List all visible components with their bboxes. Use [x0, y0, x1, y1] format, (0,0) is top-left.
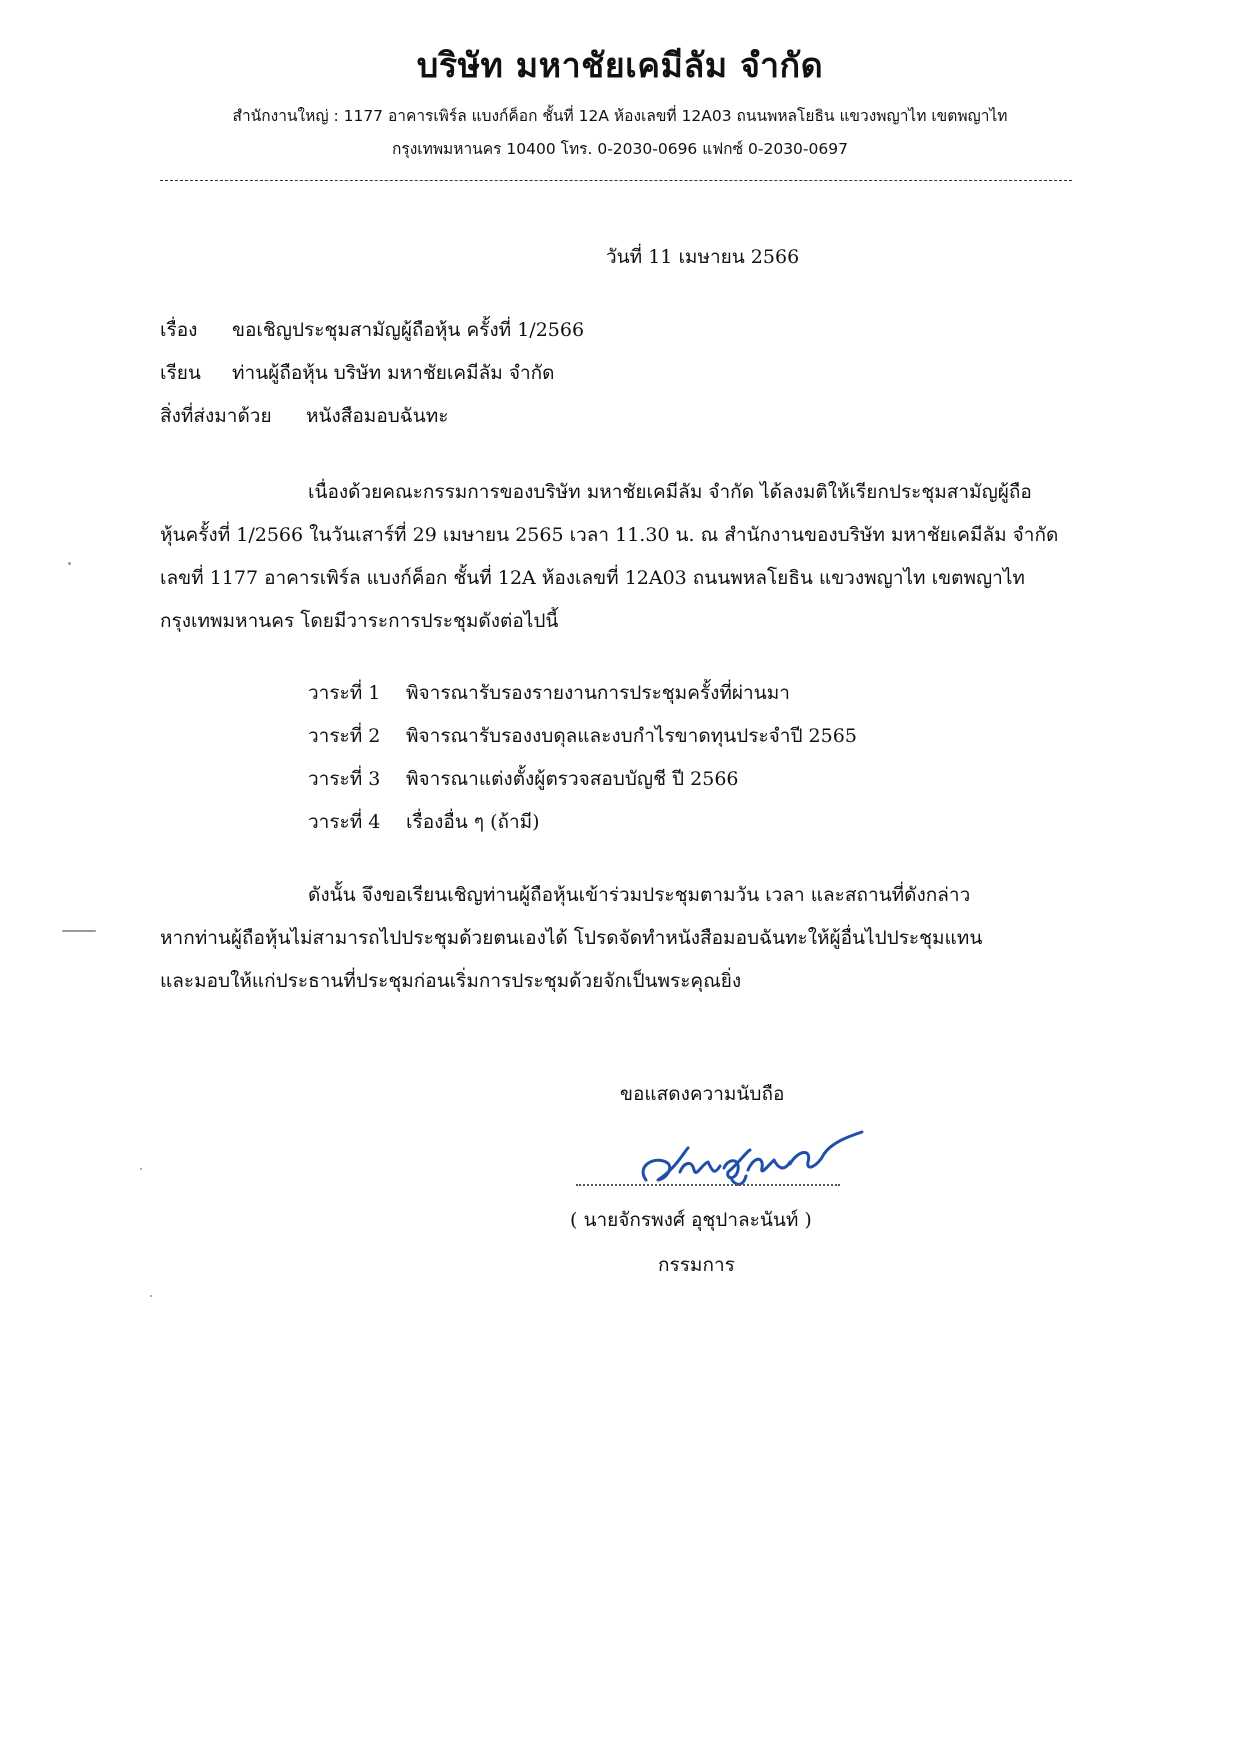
subject-label: เรื่อง [160, 319, 198, 341]
agenda-description: พิจารณาแต่งตั้งผู้ตรวจสอบบัญชี ปี 2566 [406, 768, 739, 790]
paragraph-line: เนื่องด้วยคณะกรรมการของบริษัท มหาชัยเคมีลัม จำกัด ได้ลงมติให้เรียกประชุมสามัญผู้ถือ [308, 481, 1032, 503]
scan-speck [62, 930, 96, 932]
recipient-label: เรียน [160, 362, 201, 384]
paragraph-line: หากท่านผู้ถือหุ้นไม่สามารถไปประชุมด้วยตนเองได้ โปรดจัดทำหนังสือมอบฉันทะให้ผู้อื่นไปประชุมแทน [160, 927, 983, 949]
company-address-line1: สำนักงานใหญ่ : 1177 อาคารเพิร์ล แบงก์ค็อก ชั้นที่ 12A ห้องเลขที่ 12A03 ถนนพหลโยธิน แขวงพญาไท เขตพญาไท [232, 107, 1008, 125]
subject-value: ขอเชิญประชุมสามัญผู้ถือหุ้น ครั้งที่ 1/2566 [232, 319, 585, 341]
paragraph-line: ดังนั้น จึงขอเรียนเชิญท่านผู้ถือหุ้นเข้าร่วมประชุมตามวัน เวลา และสถานที่ดังกล่าว [308, 884, 971, 906]
signatory-name: ( นายจักรพงศ์ อุชุปาละนันท์ ) [570, 1209, 812, 1231]
company-address-line2: กรุงเทพมหานคร 10400 โทร. 0-2030-0696 แฟกซ์ 0-2030-0697 [392, 140, 848, 158]
letter-date: วันที่ 11 เมษายน 2566 [606, 246, 800, 268]
agenda-description: เรื่องอื่น ๆ (ถ้ามี) [406, 811, 540, 833]
signatory-title: กรรมการ [658, 1254, 735, 1276]
closing-salutation: ขอแสดงความนับถือ [620, 1083, 785, 1105]
scan-speck [140, 1168, 142, 1170]
recipient-value: ท่านผู้ถือหุ้น บริษัท มหาชัยเคมีลัม จำกัด [232, 362, 555, 384]
company-name: บริษัท มหาชัยเคมีลัม จำกัด [416, 46, 824, 86]
scan-speck [68, 562, 71, 565]
agenda-number: วาระที่ 3 [308, 768, 381, 790]
signature-strokes [643, 1132, 862, 1184]
agenda-description: พิจารณารับรองรายงานการประชุมครั้งที่ผ่านมา [406, 682, 790, 704]
enclosure-label: สิ่งที่ส่งมาด้วย [160, 405, 272, 427]
agenda-number: วาระที่ 2 [308, 725, 381, 747]
signature-line [576, 1184, 840, 1186]
handwritten-signature [628, 1122, 868, 1202]
letterhead-divider [160, 180, 1072, 181]
paragraph-line: และมอบให้แก่ประธานที่ประชุมก่อนเริ่มการประชุมด้วยจักเป็นพระคุณยิ่ง [160, 970, 742, 992]
agenda-description: พิจารณารับรองงบดุลและงบกำไรขาดทุนประจำปี 2565 [406, 725, 857, 747]
paragraph-line: เลขที่ 1177 อาคารเพิร์ล แบงก์ค็อก ชั้นที่ 12A ห้องเลขที่ 12A03 ถนนพหลโยธิน แขวงพญาไท เขตพญาไท [160, 567, 1025, 589]
agenda-number: วาระที่ 4 [308, 811, 381, 833]
paragraph-line: กรุงเทพมหานคร โดยมีวาระการประชุมดังต่อไปนี้ [160, 610, 559, 632]
paragraph-line: หุ้นครั้งที่ 1/2566 ในวันเสาร์ที่ 29 เมษายน 2565 เวลา 11.30 น. ณ สำนักงานของบริษัท มหาชัยเคมีลัม จำกัด [160, 524, 1059, 546]
agenda-number: วาระที่ 1 [308, 682, 381, 704]
scan-speck [150, 1295, 152, 1297]
enclosure-value: หนังสือมอบฉันทะ [306, 405, 449, 427]
